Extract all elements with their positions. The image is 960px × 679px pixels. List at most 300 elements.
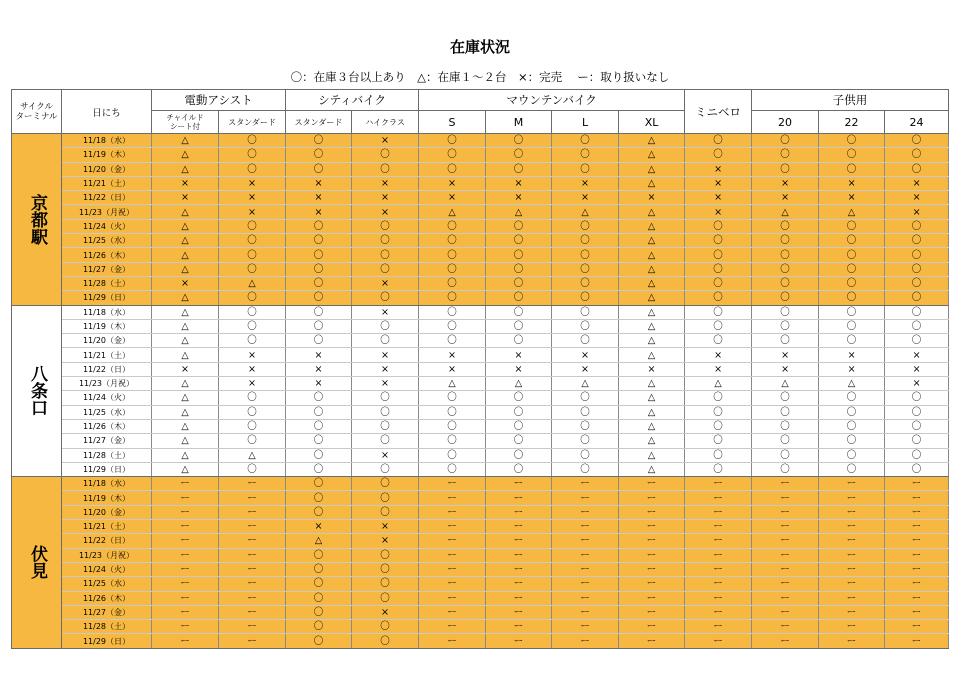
header-subtype: 22 [819, 111, 885, 134]
stock-cell: ー [419, 577, 486, 591]
stock-cell: △ [619, 219, 685, 233]
stock-cell: ー [419, 505, 486, 519]
stock-cell: 〇 [352, 248, 419, 262]
stock-cell: ー [685, 548, 752, 562]
date-cell: 11/28（土） [62, 448, 152, 462]
stock-cell: 〇 [486, 334, 552, 348]
stock-cell: ー [885, 548, 949, 562]
stock-cell: 〇 [885, 405, 949, 419]
stock-cell: ー [619, 520, 685, 534]
stock-cell: 〇 [552, 134, 619, 148]
date-cell: 11/22（日） [62, 534, 152, 548]
stock-cell: 〇 [685, 134, 752, 148]
date-cell: 11/23（月祝） [62, 548, 152, 562]
stock-cell: 〇 [752, 334, 819, 348]
stock-cell: ー [685, 620, 752, 634]
stock-cell: ー [219, 562, 286, 576]
table-row [12, 548, 949, 562]
stock-cell: △ [152, 391, 219, 405]
stock-cell: △ [752, 205, 819, 219]
stock-cell: ー [752, 520, 819, 534]
table-row [12, 291, 949, 305]
stock-cell: × [486, 362, 552, 376]
stock-cell: ー [885, 477, 949, 491]
table-row [12, 377, 949, 391]
stock-cell: 〇 [352, 148, 419, 162]
stock-cell: × [552, 362, 619, 376]
stock-cell: 〇 [885, 419, 949, 433]
stock-cell: 〇 [685, 434, 752, 448]
stock-cell: 〇 [486, 419, 552, 433]
stock-cell: ー [752, 491, 819, 505]
stock-cell: ー [885, 605, 949, 619]
table-row [12, 134, 949, 148]
stock-cell: × [219, 362, 286, 376]
stock-cell: ー [885, 620, 949, 634]
stock-cell: 〇 [286, 248, 352, 262]
table-row [12, 577, 949, 591]
stock-cell: ー [152, 505, 219, 519]
stock-cell: 〇 [419, 262, 486, 276]
stock-cell: 〇 [885, 162, 949, 176]
stock-cell: ー [552, 620, 619, 634]
stock-cell: △ [619, 305, 685, 319]
stock-cell: 〇 [286, 562, 352, 576]
stock-cell: ー [885, 534, 949, 548]
date-cell: 11/23（月祝） [62, 377, 152, 391]
stock-cell: △ [685, 377, 752, 391]
stock-cell: 〇 [352, 234, 419, 248]
stock-cell: × [352, 305, 419, 319]
stock-cell: 〇 [286, 334, 352, 348]
stock-cell: ー [619, 620, 685, 634]
stock-cell: × [752, 362, 819, 376]
stock-cell: ー [885, 634, 949, 648]
stock-cell: × [352, 377, 419, 391]
stock-cell: ー [152, 491, 219, 505]
stock-cell: ー [885, 591, 949, 605]
stock-cell: 〇 [885, 434, 949, 448]
stock-cell: ー [152, 548, 219, 562]
stock-cell: 〇 [685, 334, 752, 348]
stock-cell: × [419, 176, 486, 190]
stock-cell: △ [619, 448, 685, 462]
stock-cell: 〇 [552, 448, 619, 462]
table-row [12, 334, 949, 348]
stock-cell: 〇 [352, 505, 419, 519]
stock-cell: × [352, 276, 419, 290]
stock-cell: ー [685, 591, 752, 605]
stock-cell: × [419, 348, 486, 362]
stock-cell: × [552, 176, 619, 190]
terminal-name: 八条口 [12, 305, 62, 477]
stock-cell: × [286, 205, 352, 219]
stock-cell: 〇 [819, 405, 885, 419]
stock-cell: 〇 [352, 391, 419, 405]
table-row [12, 520, 949, 534]
stock-cell: ー [152, 534, 219, 548]
stock-cell: ー [486, 477, 552, 491]
stock-cell: 〇 [286, 591, 352, 605]
date-cell: 11/19（木） [62, 319, 152, 333]
stock-cell: ー [419, 477, 486, 491]
date-cell: 11/20（金） [62, 334, 152, 348]
stock-cell: ー [486, 562, 552, 576]
stock-cell: × [152, 176, 219, 190]
stock-cell: ー [885, 520, 949, 534]
stock-cell: 〇 [286, 219, 352, 233]
header-group: ミニベロ [685, 90, 752, 134]
stock-cell: 〇 [685, 248, 752, 262]
stock-cell: △ [152, 205, 219, 219]
stock-cell: 〇 [685, 219, 752, 233]
table-row [12, 462, 949, 476]
stock-cell: 〇 [486, 391, 552, 405]
stock-cell: × [885, 377, 949, 391]
stock-cell: △ [286, 534, 352, 548]
stock-cell: 〇 [486, 234, 552, 248]
table-row [12, 319, 949, 333]
stock-cell: △ [619, 176, 685, 190]
stock-cell: ー [219, 505, 286, 519]
stock-cell: 〇 [885, 248, 949, 262]
stock-cell: ー [419, 548, 486, 562]
stock-cell: ー [819, 620, 885, 634]
date-cell: 11/24（火） [62, 562, 152, 576]
stock-cell: 〇 [552, 319, 619, 333]
date-cell: 11/19（木） [62, 148, 152, 162]
stock-cell: △ [619, 377, 685, 391]
stock-cell: ー [552, 520, 619, 534]
table-row [12, 176, 949, 190]
stock-cell: 〇 [885, 391, 949, 405]
date-cell: 11/20（金） [62, 162, 152, 176]
date-cell: 11/18（水） [62, 477, 152, 491]
stock-cell: 〇 [685, 405, 752, 419]
stock-cell: ー [219, 477, 286, 491]
date-cell: 11/18（水） [62, 134, 152, 148]
stock-cell: ー [419, 491, 486, 505]
stock-cell: ー [819, 548, 885, 562]
stock-cell: ー [552, 548, 619, 562]
stock-cell: ー [152, 520, 219, 534]
stock-cell: × [752, 348, 819, 362]
stock-cell: × [419, 362, 486, 376]
date-cell: 11/28（土） [62, 276, 152, 290]
stock-cell: ー [152, 605, 219, 619]
stock-cell: 〇 [419, 334, 486, 348]
stock-cell: 〇 [219, 334, 286, 348]
stock-cell: 〇 [286, 162, 352, 176]
stock-cell: 〇 [685, 419, 752, 433]
stock-cell: 〇 [885, 234, 949, 248]
stock-cell: 〇 [552, 148, 619, 162]
header-subtype: スタンダード [219, 111, 286, 134]
stock-cell: 〇 [552, 462, 619, 476]
stock-cell: 〇 [286, 234, 352, 248]
table-row [12, 591, 949, 605]
stock-cell: ー [685, 491, 752, 505]
stock-cell: △ [619, 234, 685, 248]
date-cell: 11/21（土） [62, 348, 152, 362]
stock-cell: 〇 [219, 391, 286, 405]
stock-cell: 〇 [685, 391, 752, 405]
table-row [12, 362, 949, 376]
stock-cell: ー [219, 620, 286, 634]
stock-cell: 〇 [419, 434, 486, 448]
stock-cell: △ [619, 319, 685, 333]
stock-cell: 〇 [352, 548, 419, 562]
stock-cell: 〇 [286, 305, 352, 319]
stock-cell: ー [619, 505, 685, 519]
stock-cell: × [685, 362, 752, 376]
stock-cell: 〇 [419, 162, 486, 176]
stock-cell: 〇 [752, 148, 819, 162]
stock-cell: 〇 [219, 162, 286, 176]
stock-cell: 〇 [885, 291, 949, 305]
stock-cell: × [286, 377, 352, 391]
stock-cell: 〇 [419, 405, 486, 419]
stock-cell: 〇 [819, 448, 885, 462]
stock-cell: 〇 [752, 262, 819, 276]
stock-cell: △ [219, 276, 286, 290]
stock-cell: △ [152, 462, 219, 476]
stock-cell: ー [619, 605, 685, 619]
stock-cell: × [352, 362, 419, 376]
stock-cell: 〇 [419, 234, 486, 248]
stock-cell: 〇 [486, 448, 552, 462]
stock-cell: ー [819, 534, 885, 548]
stock-cell: 〇 [819, 219, 885, 233]
date-cell: 11/25（水） [62, 577, 152, 591]
stock-cell: ー [486, 577, 552, 591]
stock-cell: × [685, 176, 752, 190]
stock-cell: ー [685, 477, 752, 491]
stock-cell: ー [152, 620, 219, 634]
stock-cell: 〇 [352, 591, 419, 605]
stock-cell: 〇 [286, 291, 352, 305]
stock-cell: ー [419, 562, 486, 576]
stock-cell: 〇 [286, 262, 352, 276]
stock-cell: 〇 [819, 162, 885, 176]
header-subtype: スタンダード [286, 111, 352, 134]
stock-cell: × [685, 205, 752, 219]
stock-cell: 〇 [885, 262, 949, 276]
header-subtype: S [419, 111, 486, 134]
table-row [12, 276, 949, 290]
stock-cell: 〇 [286, 134, 352, 148]
stock-cell: 〇 [219, 262, 286, 276]
date-cell: 11/29（日） [62, 462, 152, 476]
stock-cell: ー [419, 591, 486, 605]
stock-cell: 〇 [486, 248, 552, 262]
date-cell: 11/25（水） [62, 405, 152, 419]
stock-cell: 〇 [219, 148, 286, 162]
stock-cell: 〇 [486, 162, 552, 176]
table-row [12, 262, 949, 276]
stock-cell: × [752, 191, 819, 205]
stock-cell: 〇 [552, 248, 619, 262]
stock-cell: △ [419, 205, 486, 219]
stock-cell: × [885, 176, 949, 190]
stock-cell: 〇 [819, 234, 885, 248]
stock-cell: △ [152, 162, 219, 176]
stock-cell: 〇 [352, 162, 419, 176]
stock-cell: ー [552, 491, 619, 505]
stock-cell: × [352, 448, 419, 462]
date-cell: 11/28（土） [62, 620, 152, 634]
stock-cell: 〇 [352, 219, 419, 233]
stock-cell: 〇 [352, 477, 419, 491]
stock-cell: × [286, 191, 352, 205]
stock-cell: ー [552, 577, 619, 591]
legend: 〇：在庫３台以上あり △：在庫１～２台 ×：完売 ー：取り扱いなし [290, 70, 670, 84]
stock-cell: ー [819, 520, 885, 534]
stock-cell: △ [152, 248, 219, 262]
header-row-subtypes [12, 111, 949, 134]
stock-cell: ー [552, 562, 619, 576]
stock-cell: 〇 [752, 462, 819, 476]
stock-cell: ー [885, 491, 949, 505]
terminal-name: 伏見 [12, 477, 62, 649]
stock-cell: ー [152, 477, 219, 491]
stock-cell: 〇 [286, 319, 352, 333]
stock-cell: 〇 [286, 477, 352, 491]
stock-cell: 〇 [419, 319, 486, 333]
date-cell: 11/21（土） [62, 520, 152, 534]
stock-cell: 〇 [819, 248, 885, 262]
stock-cell: 〇 [352, 262, 419, 276]
stock-cell: ー [486, 591, 552, 605]
stock-cell: ー [486, 505, 552, 519]
stock-cell: 〇 [752, 319, 819, 333]
stock-cell: ー [752, 591, 819, 605]
stock-cell: × [619, 362, 685, 376]
stock-cell: 〇 [685, 234, 752, 248]
stock-cell: 〇 [219, 219, 286, 233]
stock-cell: 〇 [552, 291, 619, 305]
stock-cell: △ [152, 434, 219, 448]
stock-cell: ー [885, 577, 949, 591]
stock-cell: 〇 [819, 334, 885, 348]
stock-cell: 〇 [486, 148, 552, 162]
stock-cell: ー [819, 591, 885, 605]
stock-cell: × [685, 162, 752, 176]
stock-cell: × [685, 191, 752, 205]
stock-cell: △ [152, 334, 219, 348]
header-subtype: ハイクラス [352, 111, 419, 134]
stock-cell: △ [152, 219, 219, 233]
stock-cell: 〇 [685, 291, 752, 305]
stock-cell: × [352, 205, 419, 219]
stock-cell: 〇 [219, 134, 286, 148]
stock-cell: 〇 [885, 319, 949, 333]
table-row [12, 419, 949, 433]
stock-cell: 〇 [885, 334, 949, 348]
stock-cell: 〇 [885, 305, 949, 319]
stock-cell: 〇 [419, 462, 486, 476]
stock-cell: 〇 [352, 291, 419, 305]
stock-cell: 〇 [552, 334, 619, 348]
stock-cell: 〇 [819, 305, 885, 319]
stock-cell: 〇 [352, 462, 419, 476]
stock-cell: △ [152, 134, 219, 148]
stock-cell: △ [619, 248, 685, 262]
table-row [12, 491, 949, 505]
stock-cell: △ [486, 377, 552, 391]
stock-cell: 〇 [552, 305, 619, 319]
table-row [12, 405, 949, 419]
stock-cell: 〇 [885, 134, 949, 148]
stock-cell: 〇 [885, 462, 949, 476]
stock-cell: ー [419, 634, 486, 648]
table-row [12, 448, 949, 462]
stock-cell: × [885, 205, 949, 219]
stock-cell: ー [685, 605, 752, 619]
stock-cell: × [152, 362, 219, 376]
stock-cell: × [486, 191, 552, 205]
header-row-groups [12, 90, 949, 111]
terminal-name: 京都駅 [12, 134, 62, 306]
stock-cell: ー [219, 591, 286, 605]
stock-cell: 〇 [552, 419, 619, 433]
stock-cell: 〇 [352, 434, 419, 448]
stock-cell: ー [219, 634, 286, 648]
stock-cell: △ [552, 205, 619, 219]
stock-cell: ー [619, 591, 685, 605]
stock-cell: △ [619, 348, 685, 362]
stock-cell: 〇 [286, 419, 352, 433]
stock-cell: ー [619, 634, 685, 648]
page-title: 在庫状況 [449, 38, 510, 56]
date-cell: 11/18（水） [62, 305, 152, 319]
stock-cell: × [752, 176, 819, 190]
stock-cell: 〇 [286, 505, 352, 519]
stock-cell: ー [752, 605, 819, 619]
stock-cell: △ [152, 448, 219, 462]
stock-cell: 〇 [752, 219, 819, 233]
stock-cell: 〇 [419, 419, 486, 433]
stock-cell: ー [152, 562, 219, 576]
stock-cell: × [486, 176, 552, 190]
table-row [12, 219, 949, 233]
stock-cell: ー [885, 505, 949, 519]
stock-cell: ー [219, 534, 286, 548]
stock-cell: △ [619, 262, 685, 276]
table-row [12, 305, 949, 319]
header-day: 日にち [62, 90, 152, 134]
stock-cell: ー [885, 562, 949, 576]
header-subtype: M [486, 111, 552, 134]
stock-cell: 〇 [752, 248, 819, 262]
stock-cell: 〇 [419, 148, 486, 162]
header-subtype: チャイルド シート付 [152, 111, 219, 134]
table-row [12, 434, 949, 448]
stock-cell: ー [819, 562, 885, 576]
stock-cell: 〇 [419, 448, 486, 462]
stock-cell: × [219, 191, 286, 205]
inventory-table [11, 89, 949, 649]
stock-cell: 〇 [219, 291, 286, 305]
stock-cell: 〇 [352, 419, 419, 433]
stock-cell: ー [486, 634, 552, 648]
stock-cell: ー [819, 477, 885, 491]
stock-cell: 〇 [819, 134, 885, 148]
stock-cell: 〇 [219, 405, 286, 419]
stock-cell: × [219, 205, 286, 219]
header-group: シティバイク [286, 90, 419, 111]
stock-cell: ー [752, 534, 819, 548]
